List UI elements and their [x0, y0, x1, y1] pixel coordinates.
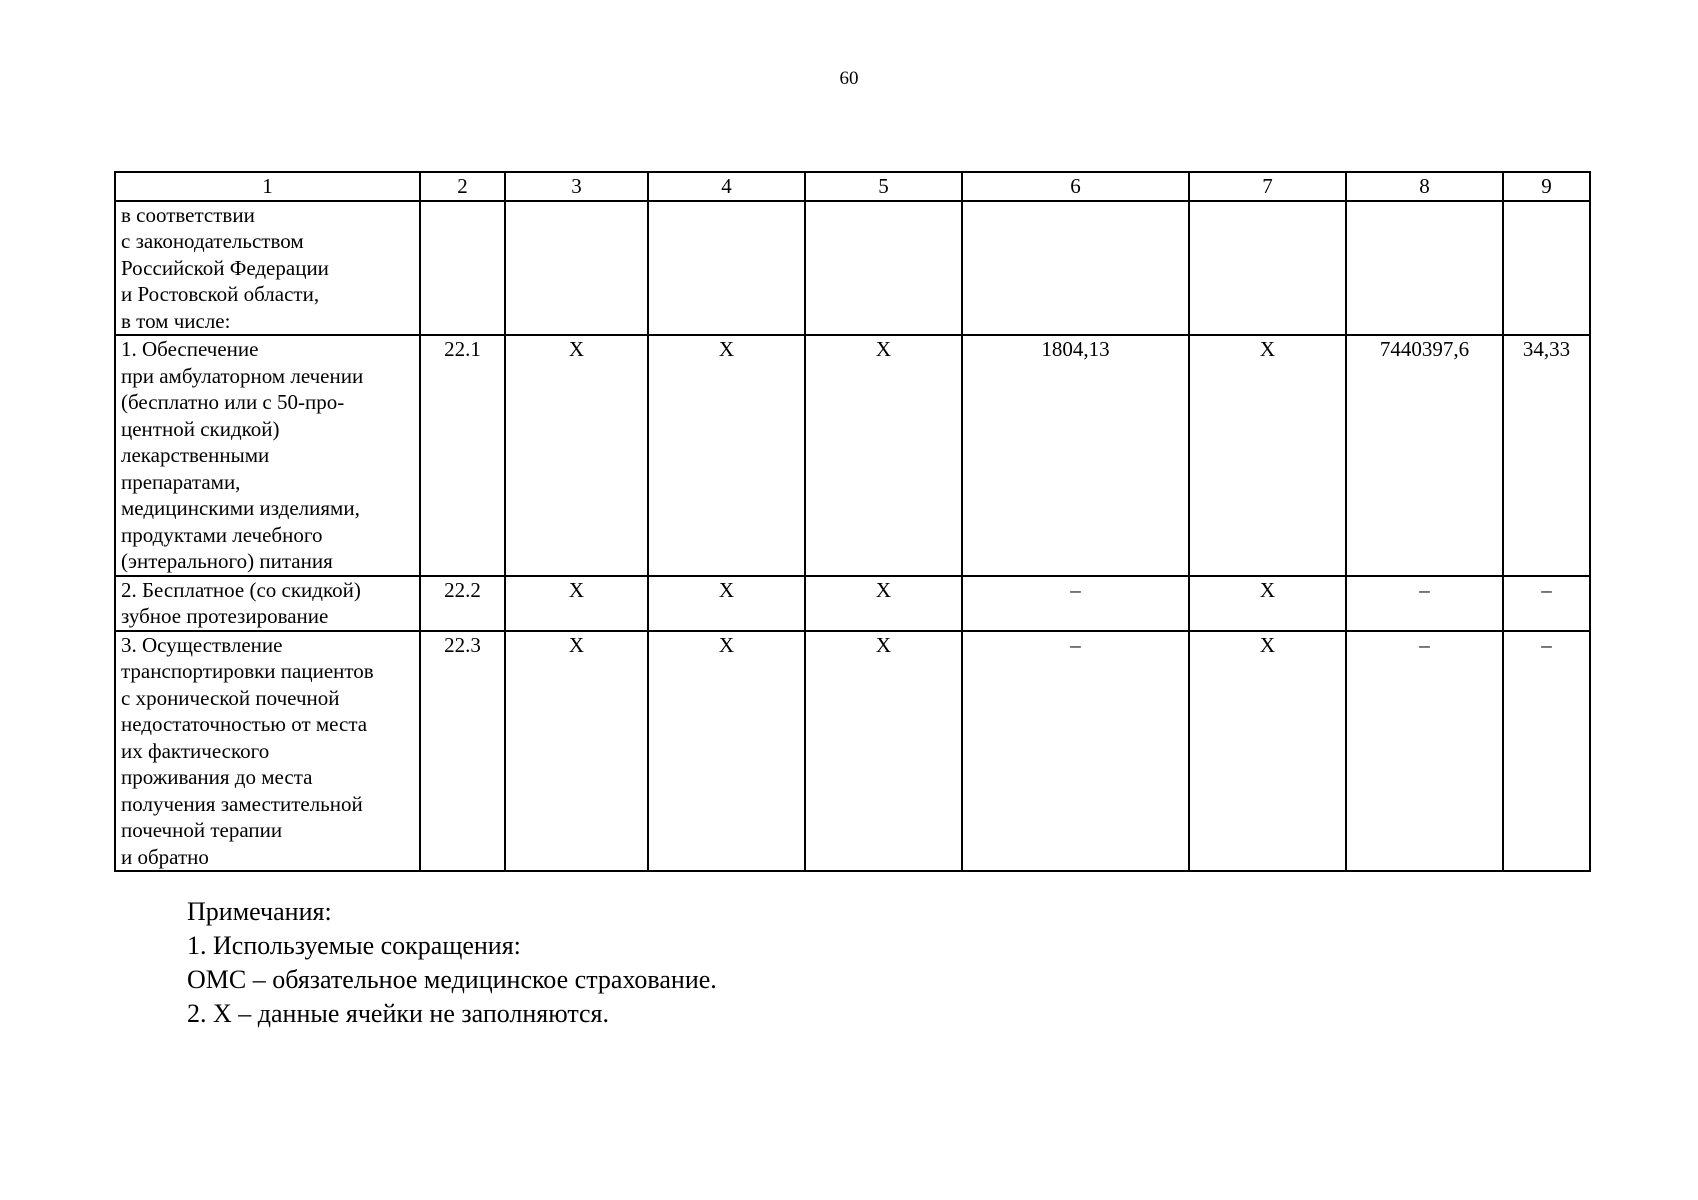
- row-number-cell: 22.2: [420, 576, 505, 631]
- page-number: 60: [839, 68, 859, 89]
- table-cell: X: [505, 335, 648, 576]
- column-header: 8: [1346, 172, 1503, 201]
- table-cell: X: [1189, 576, 1346, 631]
- table-cell: X: [648, 631, 805, 872]
- table-cell: [420, 201, 505, 336]
- table-cell: 7440397,6: [1346, 335, 1503, 576]
- table-cell: [505, 201, 648, 336]
- table-cell: [1189, 201, 1346, 336]
- column-header: 6: [962, 172, 1189, 201]
- table-cell: X: [805, 631, 962, 872]
- table-cell: [962, 201, 1189, 336]
- table-cell: X: [505, 576, 648, 631]
- table-cell: X: [805, 335, 962, 576]
- table-row: [115, 631, 1590, 872]
- table-row: [115, 201, 1590, 336]
- table-cell: X: [1189, 335, 1346, 576]
- data-table: [114, 171, 1591, 872]
- table-cell: 1804,13: [962, 335, 1189, 576]
- table-cell: [805, 201, 962, 336]
- column-header: 5: [805, 172, 962, 201]
- table-cell: X: [648, 576, 805, 631]
- table-cell: [1346, 201, 1503, 336]
- row-name-cell: 1. Обеспечение при амбулаторном лечении (бесплатно или с 50-про- центной скидкой) лекарственными препаратами, медицинскими изделиями, продуктами лечебного (энтерального) питания: [115, 335, 420, 576]
- table-cell: –: [962, 576, 1189, 631]
- table-cell: [648, 201, 805, 336]
- table-cell: X: [505, 631, 648, 872]
- table-cell: X: [648, 335, 805, 576]
- column-header: 9: [1503, 172, 1590, 201]
- column-header: 3: [505, 172, 648, 201]
- table-cell: –: [1346, 631, 1503, 872]
- table-cell: –: [1503, 631, 1590, 872]
- column-header: 1: [115, 172, 420, 201]
- table-cell: –: [1503, 576, 1590, 631]
- table-cell: –: [1346, 576, 1503, 631]
- column-header: 4: [648, 172, 805, 201]
- table-header-row: [115, 172, 1590, 201]
- row-name-cell: 2. Бесплатное (со скидкой) зубное протезирование: [115, 576, 420, 631]
- table-cell: [1503, 201, 1590, 336]
- table-cell: X: [805, 576, 962, 631]
- notes-section: [187, 895, 717, 1031]
- table-row: [115, 576, 1590, 631]
- notes-item: 2. X – данные ячейки не заполняются.: [187, 999, 610, 1028]
- table-cell: X: [1189, 631, 1346, 872]
- column-header: 2: [420, 172, 505, 201]
- table-cell: –: [962, 631, 1189, 872]
- column-header: 7: [1189, 172, 1346, 201]
- row-name-cell: в соответствии с законодательством Российской Федерации и Ростовской области, в том числе:: [115, 201, 420, 336]
- notes-title: Примечания:: [187, 897, 332, 926]
- row-number-cell: 22.3: [420, 631, 505, 872]
- notes-item: ОМС – обязательное медицинское страхование.: [187, 965, 717, 994]
- notes-item: 1. Используемые сокращения:: [187, 931, 521, 960]
- table-cell: 34,33: [1503, 335, 1590, 576]
- row-number-cell: 22.1: [420, 335, 505, 576]
- table-row: [115, 335, 1590, 576]
- row-name-cell: 3. Осуществление транспортировки пациентов с хронической почечной недостаточностью от места их фактического проживания до места получения заместительной почечной терапии и обратно: [115, 631, 420, 872]
